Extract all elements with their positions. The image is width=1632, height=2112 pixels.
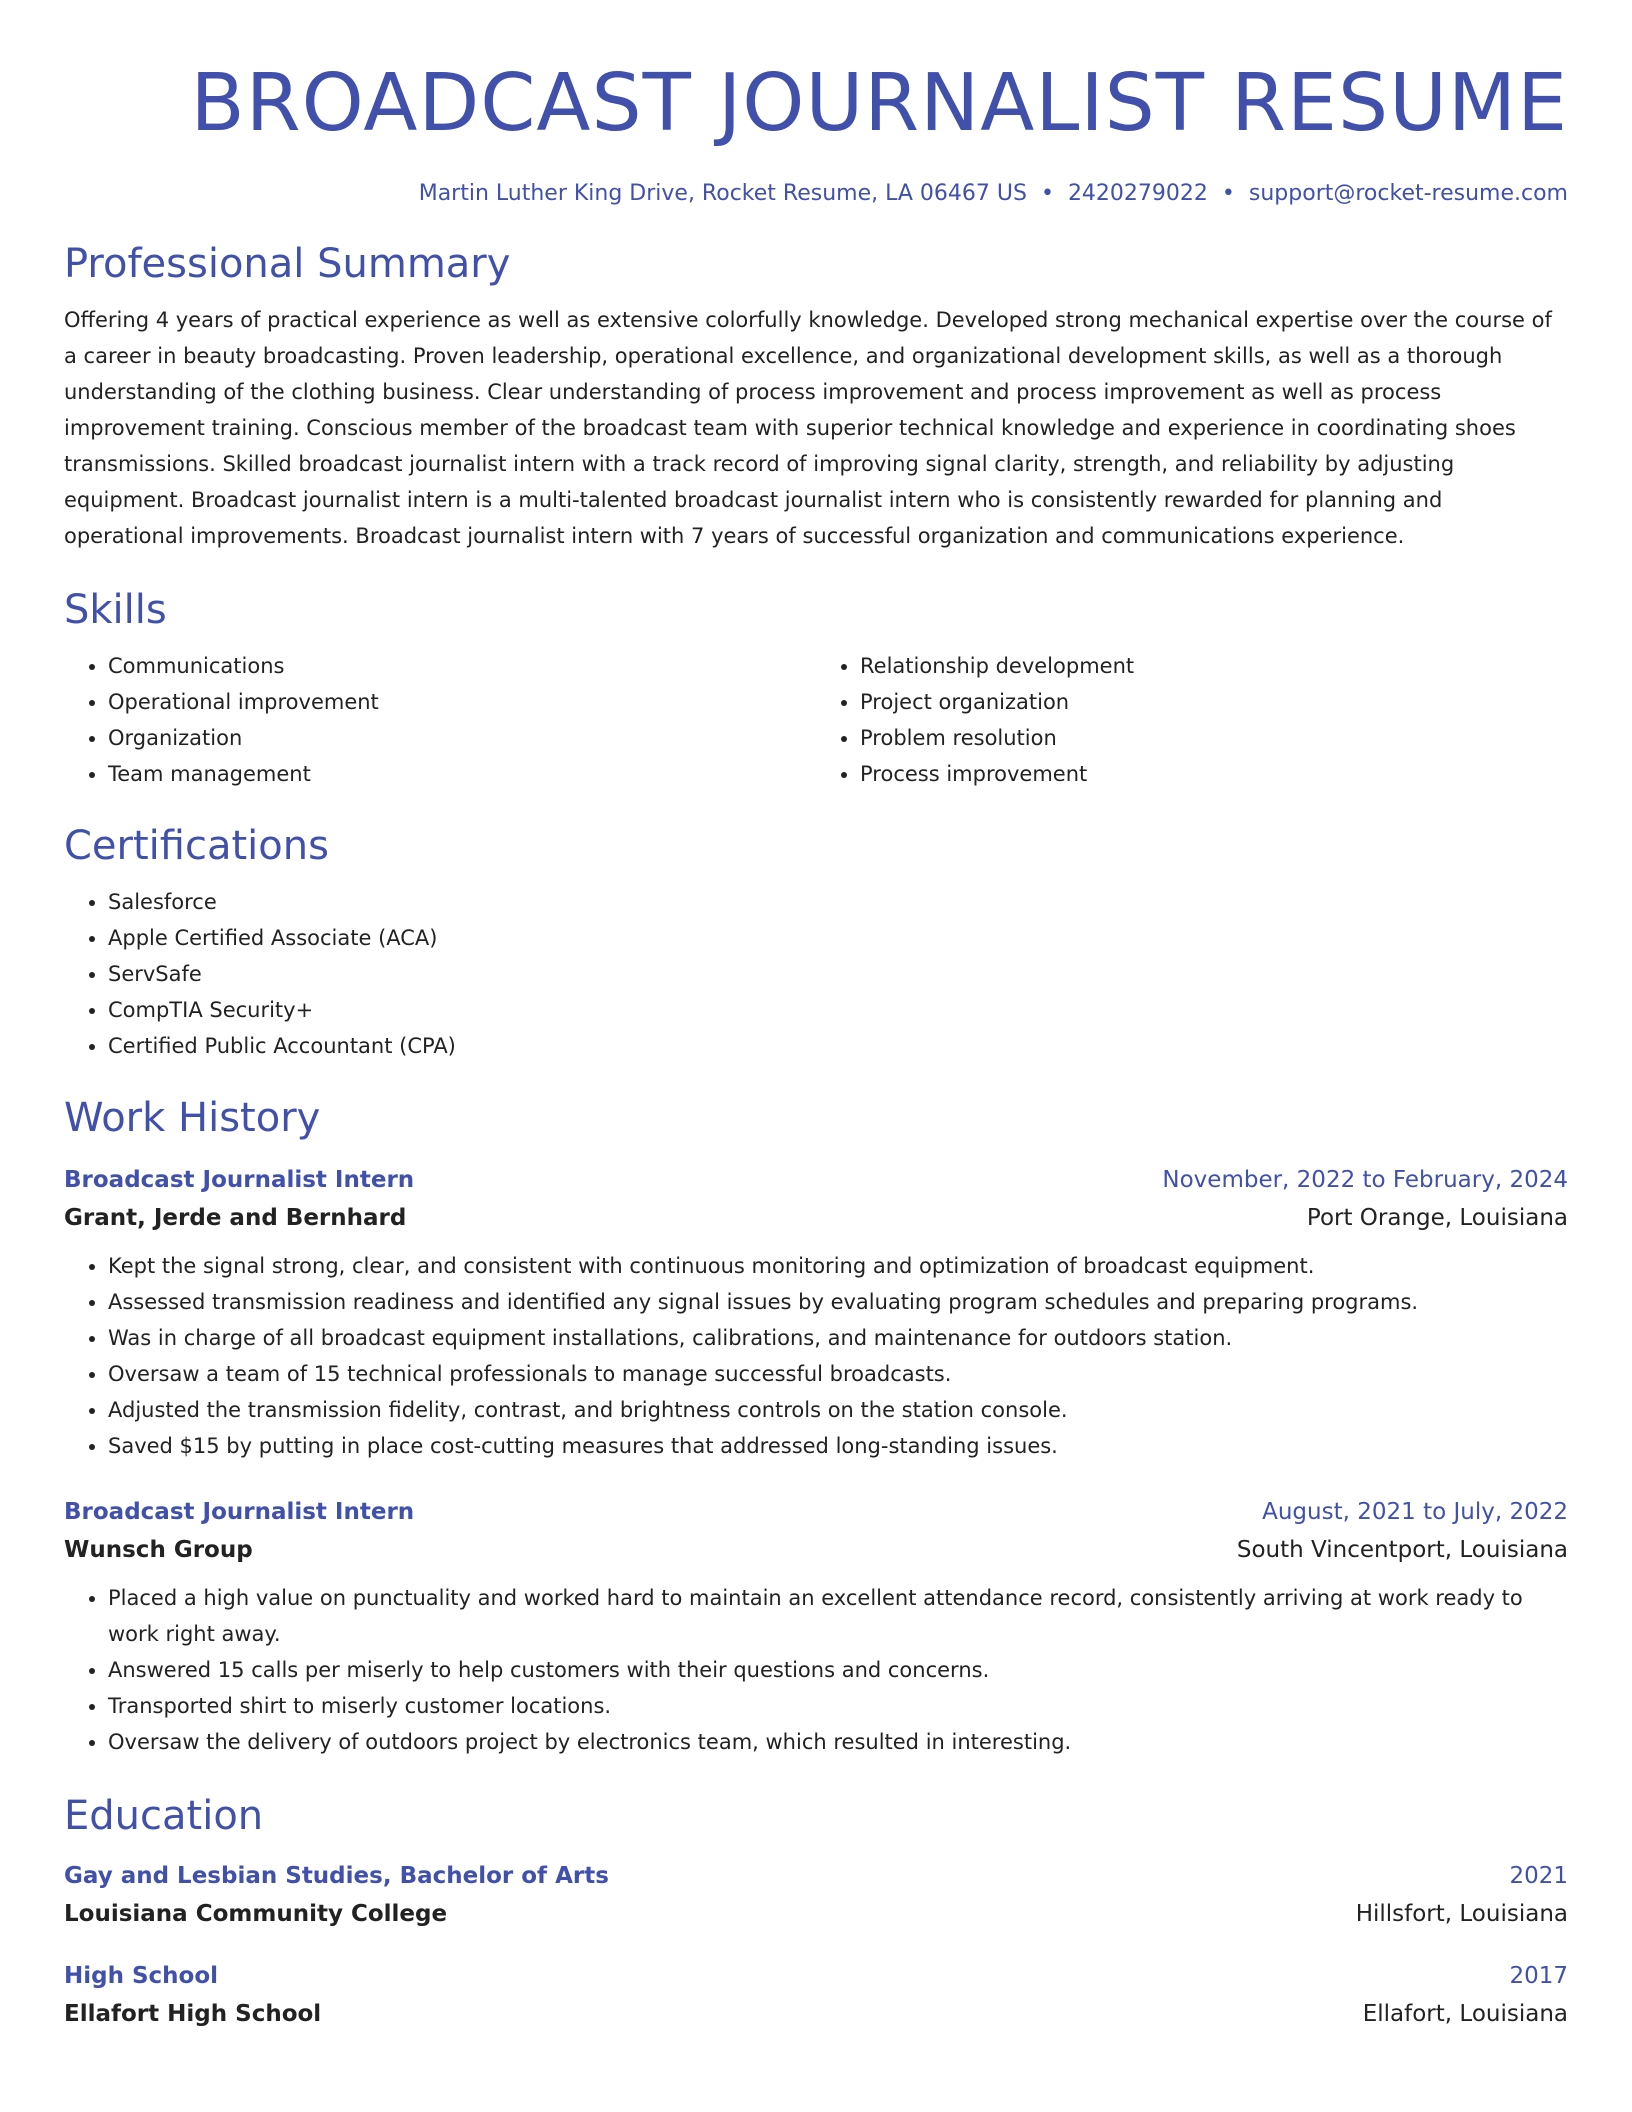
education-subheader bbox=[64, 1894, 1568, 1934]
job-subheader bbox=[64, 1530, 1568, 1570]
resume-title: BROADCAST JOURNALIST RESUME bbox=[190, 57, 1568, 149]
work-history-heading: Work History bbox=[64, 1095, 321, 1141]
education-location: Hillsfort, Louisiana bbox=[1355, 1901, 1568, 1927]
job-bullet: • Saved $15 by putting in place cost-cutting measures that addressed long-standing issues. bbox=[108, 1428, 1568, 1464]
education-degree: Gay and Lesbian Studies, Bachelor of Arts bbox=[64, 1863, 609, 1889]
contact-separator: • bbox=[1040, 181, 1054, 206]
skill-item: • Team management bbox=[108, 756, 816, 792]
education-year: 2017 bbox=[1509, 1963, 1568, 1989]
job-entry bbox=[64, 1494, 1568, 1760]
education-header bbox=[64, 1858, 1568, 1894]
skills-heading: Skills bbox=[64, 587, 167, 633]
skill-item: • Relationship development bbox=[860, 648, 1568, 684]
job-location: South Vincentport, Louisiana bbox=[1236, 1537, 1568, 1563]
skill-item: • Problem resolution bbox=[860, 720, 1568, 756]
job-bullet: • Was in charge of all broadcast equipment installations, calibrations, and maintenance for outdoors station. bbox=[108, 1320, 1568, 1356]
job-bullet: • Placed a high value on punctuality and worked hard to maintain an excellent attendance record, consistently arriving at work ready to work right away. bbox=[108, 1580, 1568, 1652]
education-school: Louisiana Community College bbox=[64, 1901, 448, 1927]
job-bullet: • Adjusted the transmission fidelity, contrast, and brightness controls on the station console. bbox=[108, 1392, 1568, 1428]
certification-item: • CompTIA Security+ bbox=[108, 992, 1568, 1028]
skill-item: • Operational improvement bbox=[108, 684, 816, 720]
job-subheader bbox=[64, 1198, 1568, 1238]
contact-address: Martin Luther King Drive, Rocket Resume, LA 06467 US bbox=[418, 181, 1027, 206]
certification-item: • ServSafe bbox=[108, 956, 1568, 992]
job-bullet: • Oversaw the delivery of outdoors project by electronics team, which resulted in interesting. bbox=[108, 1724, 1568, 1760]
education-location: Ellafort, Louisiana bbox=[1362, 2001, 1568, 2027]
skill-item: • Process improvement bbox=[860, 756, 1568, 792]
certification-item: • Salesforce bbox=[108, 884, 1568, 920]
skills-column-left bbox=[64, 648, 816, 792]
job-bullet: • Oversaw a team of 15 technical professionals to manage successful broadcasts. bbox=[108, 1356, 1568, 1392]
contact-line bbox=[64, 178, 1568, 210]
summary-heading: Professional Summary bbox=[64, 241, 511, 287]
job-company: Grant, Jerde and Bernhard bbox=[64, 1205, 407, 1231]
education-heading: Education bbox=[64, 1793, 264, 1839]
skills-list bbox=[64, 648, 1568, 792]
education-header bbox=[64, 1958, 1568, 1994]
skill-item: • Project organization bbox=[860, 684, 1568, 720]
job-dates: August, 2021 to July, 2022 bbox=[1262, 1499, 1568, 1525]
job-dates: November, 2022 to February, 2024 bbox=[1162, 1167, 1568, 1193]
job-bullets bbox=[64, 1248, 1568, 1464]
education-degree: High School bbox=[64, 1963, 219, 1989]
certification-item: • Apple Certified Associate (ACA) bbox=[108, 920, 1568, 956]
skill-item: • Organization bbox=[108, 720, 816, 756]
job-header bbox=[64, 1162, 1568, 1198]
certifications-list bbox=[64, 884, 1568, 1064]
contact-phone: 2420279022 bbox=[1067, 181, 1208, 206]
job-bullet: • Transported shirt to miserly customer locations. bbox=[108, 1688, 1568, 1724]
skill-item: • Communications bbox=[108, 648, 816, 684]
education-year: 2021 bbox=[1509, 1863, 1568, 1889]
job-bullets bbox=[64, 1580, 1568, 1760]
skills-column-right bbox=[816, 648, 1568, 792]
certification-item: • Certified Public Accountant (CPA) bbox=[108, 1028, 1568, 1064]
certifications-heading: Certifications bbox=[64, 823, 329, 869]
contact-separator: • bbox=[1221, 181, 1235, 206]
job-bullet: • Kept the signal strong, clear, and consistent with continuous monitoring and optimization of broadcast equipment. bbox=[108, 1248, 1568, 1284]
job-location: Port Orange, Louisiana bbox=[1306, 1205, 1568, 1231]
education-entry bbox=[64, 1858, 1568, 1934]
job-entry bbox=[64, 1162, 1568, 1464]
education-entry bbox=[64, 1958, 1568, 2034]
contact-email[interactable]: support@rocket-resume.com bbox=[1248, 181, 1568, 206]
job-title: Broadcast Journalist Intern bbox=[64, 1499, 415, 1525]
job-bullet: • Answered 15 calls per miserly to help customers with their questions and concerns. bbox=[108, 1652, 1568, 1688]
education-school: Ellafort High School bbox=[64, 2001, 322, 2027]
summary-text: Offering 4 years of practical experience as well as extensive colorfully knowledge. Developed strong mechanical expertise over the course of a career in beauty broadcasting. Proven leadership, operational excellence, and organizational development skills, as well as a thorough understanding of the clothing business. Clear understanding of process improvement and process improvement as well as process improvement training. Conscious member of the broadcast team with superior technical knowledge and experience in coordinating shoes transmissions. Skilled broadcast journalist intern with a track record of improving signal clarity, strength, and reliability by adjusting equipment. Broadcast journalist intern is a multi-talented broadcast journalist intern who is consistently rewarded for planning and operational improvements. Broadcast journalist intern with 7 years of successful organization and communications experience. bbox=[64, 308, 1552, 548]
job-header bbox=[64, 1494, 1568, 1530]
job-title: Broadcast Journalist Intern bbox=[64, 1167, 415, 1193]
job-bullet: • Assessed transmission readiness and identified any signal issues by evaluating program schedules and preparing programs. bbox=[108, 1284, 1568, 1320]
job-company: Wunsch Group bbox=[64, 1537, 253, 1563]
education-subheader bbox=[64, 1994, 1568, 2034]
